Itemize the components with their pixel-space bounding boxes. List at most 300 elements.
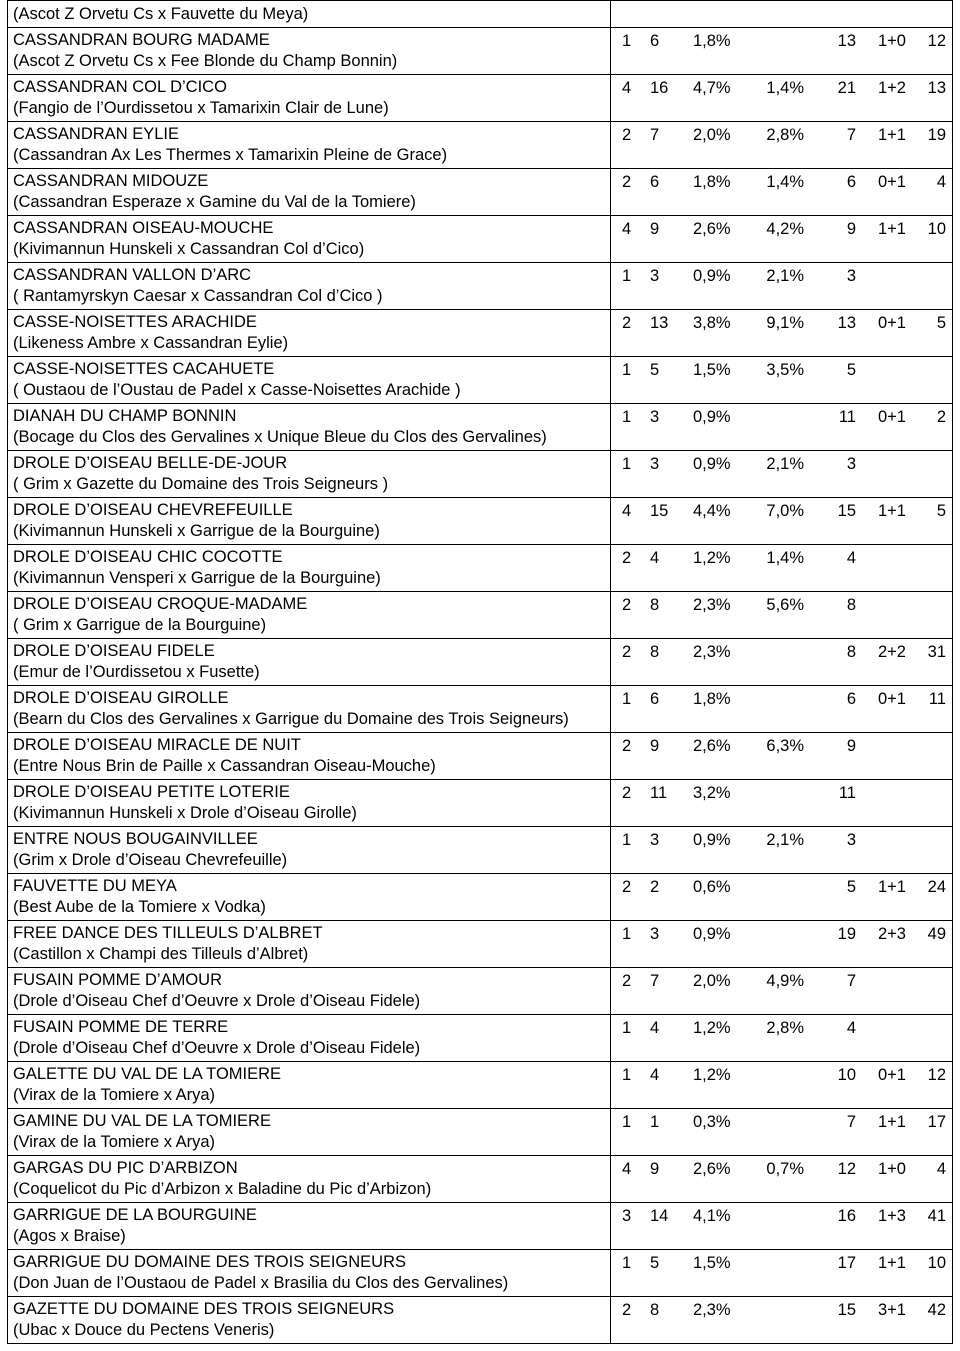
stat-value: 8 xyxy=(650,643,660,661)
stat-value: 1 xyxy=(622,831,632,849)
table-row xyxy=(7,1155,953,1202)
table-row xyxy=(7,920,953,967)
dog-cell xyxy=(7,169,611,215)
stat-value: 10 xyxy=(927,220,946,238)
stat-value: 0,9% xyxy=(693,455,731,473)
stat-value: 2 xyxy=(936,408,946,426)
dog-name: CASSANDRAN OISEAU-MOUCHE xyxy=(13,219,274,237)
table-row xyxy=(7,1202,953,1249)
table-row xyxy=(7,1014,953,1061)
stat-value: 2 xyxy=(622,643,632,661)
stat-value: 10 xyxy=(927,1254,946,1272)
parents-text: (Fangio de l’Ourdissetou x Tamarixin Clair de Lune) xyxy=(13,99,389,117)
numbers-cell xyxy=(611,686,953,732)
stat-value: 1+0 xyxy=(878,32,906,50)
stat-value: 4 xyxy=(650,549,660,567)
stat-value: 2,6% xyxy=(693,737,731,755)
parents-text: (Kivimannun Hunskeli x Cassandran Col d’Cico) xyxy=(13,240,365,258)
table-row xyxy=(7,591,953,638)
stat-value: 2 xyxy=(622,1301,632,1319)
stat-value: 4 xyxy=(622,79,632,97)
table-row xyxy=(7,1249,953,1296)
stat-value: 2 xyxy=(622,314,632,332)
parents-text: (Don Juan de l’Oustaou de Padel x Brasilia du Clos des Gervalines) xyxy=(13,1274,509,1292)
stat-value: 1 xyxy=(622,1113,632,1131)
stat-value: 9 xyxy=(846,737,856,755)
dog-cell xyxy=(7,122,611,168)
table-row xyxy=(7,1108,953,1155)
stat-value: 0,7% xyxy=(766,1160,804,1178)
numbers-cell xyxy=(611,1109,953,1155)
parents-text: (Bearn du Clos des Gervalines x Garrigue du Domaine des Trois Seigneurs) xyxy=(13,710,569,728)
stat-value: 4 xyxy=(622,502,632,520)
stat-value: 1 xyxy=(622,408,632,426)
dog-name: DROLE D’OISEAU FIDELE xyxy=(13,642,215,660)
stat-value: 3,2% xyxy=(693,784,731,802)
dog-cell xyxy=(7,1250,611,1296)
stat-value: 1,2% xyxy=(693,549,731,567)
table-row xyxy=(7,497,953,544)
numbers-cell xyxy=(611,1062,953,1108)
dog-cell xyxy=(7,498,611,544)
parents-text: (Ubac x Douce du Pectens Veneris) xyxy=(13,1321,275,1339)
dog-cell xyxy=(7,1297,611,1343)
dog-name: DIANAH DU CHAMP BONNIN xyxy=(13,407,237,425)
table-row xyxy=(7,356,953,403)
numbers-cell xyxy=(611,1250,953,1296)
stat-value: 1,4% xyxy=(766,79,804,97)
stat-value: 15 xyxy=(837,1301,856,1319)
numbers-cell xyxy=(611,921,953,967)
dog-cell xyxy=(7,1156,611,1202)
dog-cell xyxy=(7,827,611,873)
stat-value: 2+3 xyxy=(878,925,906,943)
table-row xyxy=(7,967,953,1014)
stat-value: 8 xyxy=(846,643,856,661)
stat-value: 1+1 xyxy=(878,1254,906,1272)
dog-cell xyxy=(7,28,611,74)
dog-cell xyxy=(7,733,611,779)
stat-value: 17 xyxy=(837,1254,856,1272)
dog-cell xyxy=(7,310,611,356)
stat-value: 0,9% xyxy=(693,267,731,285)
stat-value: 3 xyxy=(650,267,660,285)
table-row xyxy=(7,685,953,732)
stat-value: 0+1 xyxy=(878,408,906,426)
stat-value: 2,6% xyxy=(693,1160,731,1178)
parents-text: (Drole d’Oiseau Chef d’Oeuvre x Drole d’Oiseau Fidele) xyxy=(13,1039,421,1057)
stat-value: 5 xyxy=(936,314,946,332)
stat-value: 3,8% xyxy=(693,314,731,332)
stat-value: 5 xyxy=(846,361,856,379)
stat-value: 3 xyxy=(622,1207,632,1225)
table-row xyxy=(7,74,953,121)
stat-value: 4 xyxy=(936,1160,946,1178)
parents-text: ( Oustaou de l’Oustau de Padel x Casse-Noisettes Arachide ) xyxy=(13,381,461,399)
stat-value: 1+0 xyxy=(878,1160,906,1178)
parents-text: (Castillon x Champi des Tilleuls d’Albret) xyxy=(13,945,309,963)
parents-text: (Kivimannun Vensperi x Garrigue de la Bourguine) xyxy=(13,569,381,587)
numbers-cell xyxy=(611,310,953,356)
numbers-cell xyxy=(611,1156,953,1202)
stat-value: 12 xyxy=(927,1066,946,1084)
stat-value: 3 xyxy=(846,831,856,849)
stat-value: 4,4% xyxy=(693,502,731,520)
dog-cell xyxy=(7,1109,611,1155)
stat-value: 1 xyxy=(622,32,632,50)
stat-value: 1 xyxy=(650,1113,660,1131)
stat-value: 2 xyxy=(650,878,660,896)
stat-value: 7 xyxy=(846,126,856,144)
dog-name: CASSE-NOISETTES ARACHIDE xyxy=(13,313,257,331)
dog-cell xyxy=(7,921,611,967)
dog-name: GARRIGUE DU DOMAINE DES TROIS SEIGNEURS xyxy=(13,1253,407,1271)
numbers-cell xyxy=(611,639,953,685)
stat-value: 2,8% xyxy=(766,126,804,144)
stat-value: 4,1% xyxy=(693,1207,731,1225)
stat-value: 1 xyxy=(622,455,632,473)
stat-value: 49 xyxy=(927,925,946,943)
dog-name: DROLE D’OISEAU CHIC COCOTTE xyxy=(13,548,283,566)
parents-text: (Best Aube de la Tomiere x Vodka) xyxy=(13,898,266,916)
stat-value: 2 xyxy=(622,549,632,567)
stat-value: 1,5% xyxy=(693,1254,731,1272)
stat-value: 2 xyxy=(622,878,632,896)
dog-cell xyxy=(7,75,611,121)
stat-value: 42 xyxy=(927,1301,946,1319)
stat-value: 7 xyxy=(846,1113,856,1131)
stat-value: 3 xyxy=(650,408,660,426)
table-row xyxy=(7,309,953,356)
stat-value: 5 xyxy=(650,361,660,379)
stat-value: 4 xyxy=(936,173,946,191)
numbers-cell xyxy=(611,169,953,215)
stat-value: 2 xyxy=(622,126,632,144)
table-row xyxy=(7,27,953,74)
stat-value: 1+3 xyxy=(878,1207,906,1225)
stat-value: 4,2% xyxy=(766,220,804,238)
table-row xyxy=(7,544,953,591)
dog-name: FREE DANCE DES TILLEULS D’ALBRET xyxy=(13,924,323,942)
numbers-cell xyxy=(611,451,953,497)
dog-name: DROLE D’OISEAU CHEVREFEUILLE xyxy=(13,501,293,519)
stat-value: 1 xyxy=(622,690,632,708)
dog-cell xyxy=(7,1203,611,1249)
stat-value: 24 xyxy=(927,878,946,896)
dog-cell xyxy=(7,686,611,732)
numbers-cell xyxy=(611,968,953,1014)
stat-value: 2+2 xyxy=(878,643,906,661)
stat-value: 9,1% xyxy=(766,314,804,332)
dog-name: FUSAIN POMME DE TERRE xyxy=(13,1018,229,1036)
table-body xyxy=(7,27,953,1344)
numbers-cell xyxy=(611,498,953,544)
stat-value: 5 xyxy=(846,878,856,896)
table-row xyxy=(7,215,953,262)
dog-cell xyxy=(7,874,611,920)
stat-value: 1,8% xyxy=(693,173,731,191)
stat-value: 2 xyxy=(622,972,632,990)
stat-value: 1+1 xyxy=(878,1113,906,1131)
stat-value: 11 xyxy=(650,784,668,802)
parents-text: (Bocage du Clos des Gervalines x Unique Bleue du Clos des Gervalines) xyxy=(13,428,547,446)
dog-name: DROLE D’OISEAU MIRACLE DE NUIT xyxy=(13,736,301,754)
stat-value: 0+1 xyxy=(878,314,906,332)
stat-value: 8 xyxy=(846,596,856,614)
stat-value: 0+1 xyxy=(878,173,906,191)
dog-name: ENTRE NOUS BOUGAINVILLEE xyxy=(13,830,258,848)
stat-value: 2 xyxy=(622,596,632,614)
dog-cell xyxy=(7,780,611,826)
parents-text: (Grim x Drole d’Oiseau Chevrefeuille) xyxy=(13,851,288,869)
stat-value: 19 xyxy=(927,126,946,144)
stat-value: 2 xyxy=(622,737,632,755)
stat-value: 3+1 xyxy=(878,1301,906,1319)
numbers-cell xyxy=(611,357,953,403)
table-row xyxy=(7,1061,953,1108)
stat-value: 2,1% xyxy=(766,831,804,849)
numbers-cell xyxy=(611,263,953,309)
numbers-cell xyxy=(611,1203,953,1249)
stat-value: 1,2% xyxy=(693,1019,731,1037)
stat-value: 4 xyxy=(622,220,632,238)
table-row xyxy=(7,1296,953,1344)
stat-value: 2 xyxy=(622,784,632,802)
stat-value: 6 xyxy=(846,173,856,191)
stat-value: 8 xyxy=(650,596,660,614)
stat-value: 13 xyxy=(837,32,856,50)
numbers-cell xyxy=(611,122,953,168)
stat-value: 1+1 xyxy=(878,502,906,520)
stat-value: 13 xyxy=(837,314,856,332)
stat-value: 1,4% xyxy=(766,549,804,567)
stat-value: 7 xyxy=(846,972,856,990)
stat-value: 1 xyxy=(622,925,632,943)
stat-value: 6,3% xyxy=(766,737,804,755)
stat-value: 2,6% xyxy=(693,220,731,238)
stat-value: 14 xyxy=(650,1207,669,1225)
stat-value: 7 xyxy=(650,126,660,144)
stat-value: 2,1% xyxy=(766,455,804,473)
dog-cell xyxy=(7,451,611,497)
table-row xyxy=(7,826,953,873)
dog-cell xyxy=(7,1015,611,1061)
numbers-cell xyxy=(611,216,953,262)
parents-text: (Cassandran Ax Les Thermes x Tamarixin Pleine de Grace) xyxy=(13,146,448,164)
numbers-cell xyxy=(611,545,953,591)
stat-value: 1 xyxy=(622,1254,632,1272)
stat-value: 12 xyxy=(927,32,946,50)
dog-cell xyxy=(7,263,611,309)
stat-value: 3 xyxy=(846,455,856,473)
stat-value: 0+1 xyxy=(878,690,906,708)
stat-value: 16 xyxy=(837,1207,856,1225)
dog-name: DROLE D’OISEAU CROQUE-MADAME xyxy=(13,595,308,613)
parents-text: (Ascot Z Orvetu Cs x Fauvette du Meya) xyxy=(7,1,611,27)
parents-text: (Virax de la Tomiere x Arya) xyxy=(13,1086,216,1104)
parents-text: (Emur de l’Ourdissetou x Fusette) xyxy=(13,663,260,681)
stat-value: 2,3% xyxy=(693,643,731,661)
dog-name: GAMINE DU VAL DE LA TOMIERE xyxy=(13,1112,271,1130)
table-row xyxy=(7,732,953,779)
parents-text: (Entre Nous Brin de Paille x Cassandran Oiseau-Mouche) xyxy=(13,757,436,775)
stat-value: 11 xyxy=(928,690,946,708)
stat-value: 5 xyxy=(650,1254,660,1272)
numbers-cell xyxy=(611,75,953,121)
stat-value: 15 xyxy=(837,502,856,520)
dog-cell xyxy=(7,357,611,403)
stat-value: 1+1 xyxy=(878,126,906,144)
dog-name: CASSANDRAN VALLON D’ARC xyxy=(13,266,252,284)
parents-text: ( Grim x Gazette du Domaine des Trois Seigneurs ) xyxy=(13,475,389,493)
dog-name: CASSANDRAN COL D’CICO xyxy=(13,78,227,96)
stat-value: 0,9% xyxy=(693,831,731,849)
stat-value: 15 xyxy=(650,502,669,520)
dog-name: GAZETTE DU DOMAINE DES TROIS SEIGNEURS xyxy=(13,1300,395,1318)
table-row xyxy=(7,121,953,168)
dog-name: FAUVETTE DU MEYA xyxy=(13,877,177,895)
stat-value: 4 xyxy=(846,549,856,567)
stat-value: 1+2 xyxy=(878,79,906,97)
stat-value: 3 xyxy=(650,831,660,849)
stat-value: 2,3% xyxy=(693,596,731,614)
dog-name: CASSANDRAN MIDOUZE xyxy=(13,172,209,190)
numbers-cell xyxy=(611,404,953,450)
stat-value: 1,8% xyxy=(693,32,731,50)
stat-value: 1+1 xyxy=(878,878,906,896)
numbers-cell xyxy=(611,733,953,779)
stat-value: 8 xyxy=(650,1301,660,1319)
parents-text: ( Rantamyrskyn Caesar x Cassandran Col d’Cico ) xyxy=(13,287,383,305)
stat-value: 6 xyxy=(650,173,660,191)
numbers-cell xyxy=(611,1,953,27)
stat-value: 12 xyxy=(837,1160,856,1178)
stat-value: 31 xyxy=(927,643,946,661)
stat-value: 1,5% xyxy=(693,361,731,379)
dog-cell xyxy=(7,545,611,591)
stat-value: 4 xyxy=(846,1019,856,1037)
dog-name: CASSANDRAN EYLIE xyxy=(13,125,179,143)
stat-value: 4,7% xyxy=(693,79,731,97)
stat-value: 3 xyxy=(846,267,856,285)
stat-value: 10 xyxy=(837,1066,856,1084)
numbers-cell xyxy=(611,1297,953,1343)
stat-value: 1,2% xyxy=(693,1066,731,1084)
parents-text: (Agos x Braise) xyxy=(13,1227,126,1245)
dog-cell xyxy=(7,216,611,262)
stat-value: 6 xyxy=(846,690,856,708)
stat-value: 21 xyxy=(837,79,856,97)
stat-value: 5 xyxy=(936,502,946,520)
stat-value: 19 xyxy=(837,925,856,943)
numbers-cell xyxy=(611,592,953,638)
numbers-cell xyxy=(611,874,953,920)
stat-value: 4 xyxy=(650,1019,660,1037)
dog-name: DROLE D’OISEAU GIROLLE xyxy=(13,689,229,707)
parents-text: (Drole d’Oiseau Chef d’Oeuvre x Drole d’Oiseau Fidele) xyxy=(13,992,421,1010)
document-table xyxy=(7,0,953,1344)
stat-value: 1 xyxy=(622,1019,632,1037)
table-row xyxy=(7,450,953,497)
dog-name: FUSAIN POMME D’AMOUR xyxy=(13,971,223,989)
stat-value: 7,0% xyxy=(766,502,804,520)
stat-value: 4,9% xyxy=(766,972,804,990)
stat-value: 6 xyxy=(650,32,660,50)
table-row xyxy=(7,262,953,309)
stat-value: 17 xyxy=(927,1113,946,1131)
dog-name: GARGAS DU PIC D’ARBIZON xyxy=(13,1159,238,1177)
parents-text: (Kivimannun Hunskeli x Drole d’Oiseau Girolle) xyxy=(13,804,357,822)
dog-name: DROLE D’OISEAU PETITE LOTERIE xyxy=(13,783,290,801)
dog-cell xyxy=(7,1062,611,1108)
stat-value: 3 xyxy=(650,455,660,473)
dog-name: DROLE D’OISEAU BELLE-DE-JOUR xyxy=(13,454,288,472)
dog-cell xyxy=(7,968,611,1014)
dog-cell xyxy=(7,404,611,450)
stat-value: 0+1 xyxy=(878,1066,906,1084)
stat-value: 2,1% xyxy=(766,267,804,285)
stat-value: 2,0% xyxy=(693,126,731,144)
parents-text: (Ascot Z Orvetu Cs x Fee Blonde du Champ Bonnin) xyxy=(13,52,398,70)
stat-value: 1 xyxy=(622,1066,632,1084)
dog-name: CASSANDRAN BOURG MADAME xyxy=(13,31,270,49)
numbers-cell xyxy=(611,780,953,826)
stat-value: 1 xyxy=(622,361,632,379)
numbers-cell xyxy=(611,28,953,74)
dog-name: CASSE-NOISETTES CACAHUETE xyxy=(13,360,275,378)
stat-value: 13 xyxy=(650,314,669,332)
parents-text: (Coquelicot du Pic d’Arbizon x Baladine du Pic d’Arbizon) xyxy=(13,1180,432,1198)
dog-cell xyxy=(7,639,611,685)
stat-value: 5,6% xyxy=(766,596,804,614)
stat-value: 13 xyxy=(927,79,946,97)
stat-value: 0,9% xyxy=(693,925,731,943)
dog-name: GARRIGUE DE LA BOURGUINE xyxy=(13,1206,257,1224)
parents-text: (Cassandran Esperaze x Gamine du Val de la Tomiere) xyxy=(13,193,416,211)
stat-value: 1 xyxy=(622,267,632,285)
parents-text: (Virax de la Tomiere x Arya) xyxy=(13,1133,216,1151)
stat-value: 3,5% xyxy=(766,361,804,379)
table-row xyxy=(7,779,953,826)
stat-value: 9 xyxy=(650,220,660,238)
stat-value: 2,8% xyxy=(766,1019,804,1037)
stat-value: 9 xyxy=(650,737,660,755)
table-row xyxy=(7,168,953,215)
stat-value: 11 xyxy=(838,408,856,426)
table-row xyxy=(7,638,953,685)
table-row xyxy=(7,873,953,920)
stat-value: 2,3% xyxy=(693,1301,731,1319)
table-row xyxy=(7,403,953,450)
stat-value: 9 xyxy=(846,220,856,238)
numbers-cell xyxy=(611,1015,953,1061)
stat-value: 2,0% xyxy=(693,972,731,990)
parents-text: (Kivimannun Hunskeli x Garrigue de la Bourguine) xyxy=(13,522,380,540)
stat-value: 4 xyxy=(622,1160,632,1178)
stat-value: 0,6% xyxy=(693,878,731,896)
stat-value: 4 xyxy=(650,1066,660,1084)
dog-cell xyxy=(7,592,611,638)
table-row-top xyxy=(7,0,953,27)
dog-name: GALETTE DU VAL DE LA TOMIERE xyxy=(13,1065,282,1083)
stat-value: 41 xyxy=(927,1207,946,1225)
stat-value: 1,8% xyxy=(693,690,731,708)
stat-value: 6 xyxy=(650,690,660,708)
stat-value: 11 xyxy=(838,784,856,802)
parents-text: (Likeness Ambre x Cassandran Eylie) xyxy=(13,334,289,352)
stat-value: 9 xyxy=(650,1160,660,1178)
stat-value: 3 xyxy=(650,925,660,943)
